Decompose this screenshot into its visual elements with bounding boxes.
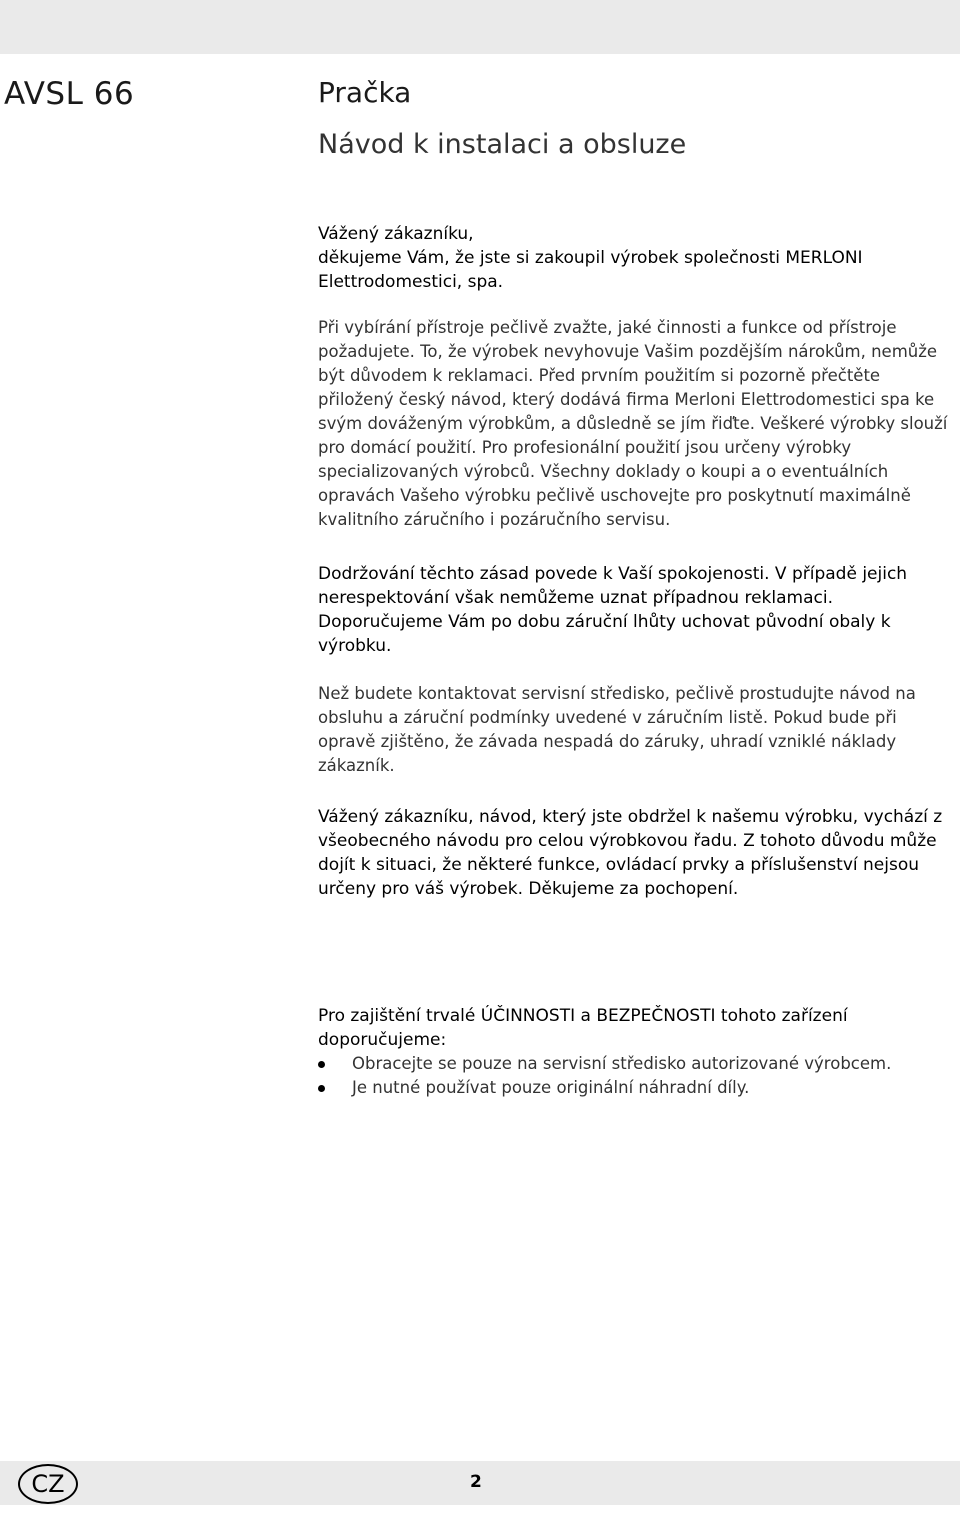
list-item [318,1076,958,1100]
list-item [318,1052,958,1076]
greeting-block [318,222,958,294]
notice-paragraph: Dodržování těchto zásad povede k Vaší spokojenosti. V případě jejich nerespektování však nemůžeme uznat případnou reklamaci. Doporučujeme Vám po dobu záruční lhůty uchovat původní obaly k výrobku. [318,564,908,656]
page-subtitle: Návod k instalaci a obsluze [318,129,687,160]
bullet-icon [318,1085,325,1092]
model-name: AVSL 66 [4,76,135,112]
service-paragraph: Než budete kontaktovat servisní středisko, pečlivě prostudujte návod na obsluhu a záruční podmínky uvedené v záručním listě. Pokud bude při opravě zjištěno, že závada nespadá do záruky, uhradí vzniklé náklady zákazník. [318,684,916,775]
recommendations-list [318,1052,958,1100]
greeting-salutation: Vážený zákazníku, [318,224,474,244]
page-title: Pračka [318,76,412,109]
general-manual-paragraph: Vážený zákazníku, návod, který jste obdržel k našemu výrobku, vychází z všeobecného návodu pro celou výrobkovou řadu. Z tohoto důvodu může dojít k situaci, že některé funkce, ovládací prvky a příslušenství nejsou určeny pro váš výrobek. Děkujeme za pochopení. [318,807,943,899]
bullet-icon [318,1061,325,1068]
recommendations-heading: Pro zajištění trvalé ÚČINNOSTI a BEZPEČNOSTI tohoto zařízení doporučujeme: [318,1006,848,1050]
page-number: 2 [470,1472,482,1492]
country-badge: CZ [18,1464,78,1504]
greeting-thanks: děkujeme Vám, že jste si zakoupil výrobek společnosti MERLONI Elettrodomestici, spa. [318,248,863,292]
top-bar [0,0,960,54]
list-item-text: Je nutné používat pouze originální náhradní díly. [352,1078,750,1097]
intro-paragraph: Při vybírání přístroje pečlivě zvažte, jaké činnosti a funkce od přístroje požadujete. To, že výrobek nevyhovuje Vašim pozdějším nárokům, nemůže být důvodem k reklamaci. Před prvním použitím si pozorně přečtěte přiložený český návod, který dodává firma Merloni Elettrodomestici spa ke svým dováženým výrobkům, a důsledně se jím řiďte. Veškeré výrobky slouží pro domácí použití. Pro profesionální použití jsou určeny výrobky specializovaných výrobců. Všechny doklady o koupi a o eventuálních opravách Vašeho výrobku pečlivě uschovejte pro poskytnutí maximálně kvalitního záručního i pozáručního servisu. [318,318,948,529]
list-item-text: Obracejte se pouze na servisní středisko autorizované výrobcem. [352,1054,892,1073]
